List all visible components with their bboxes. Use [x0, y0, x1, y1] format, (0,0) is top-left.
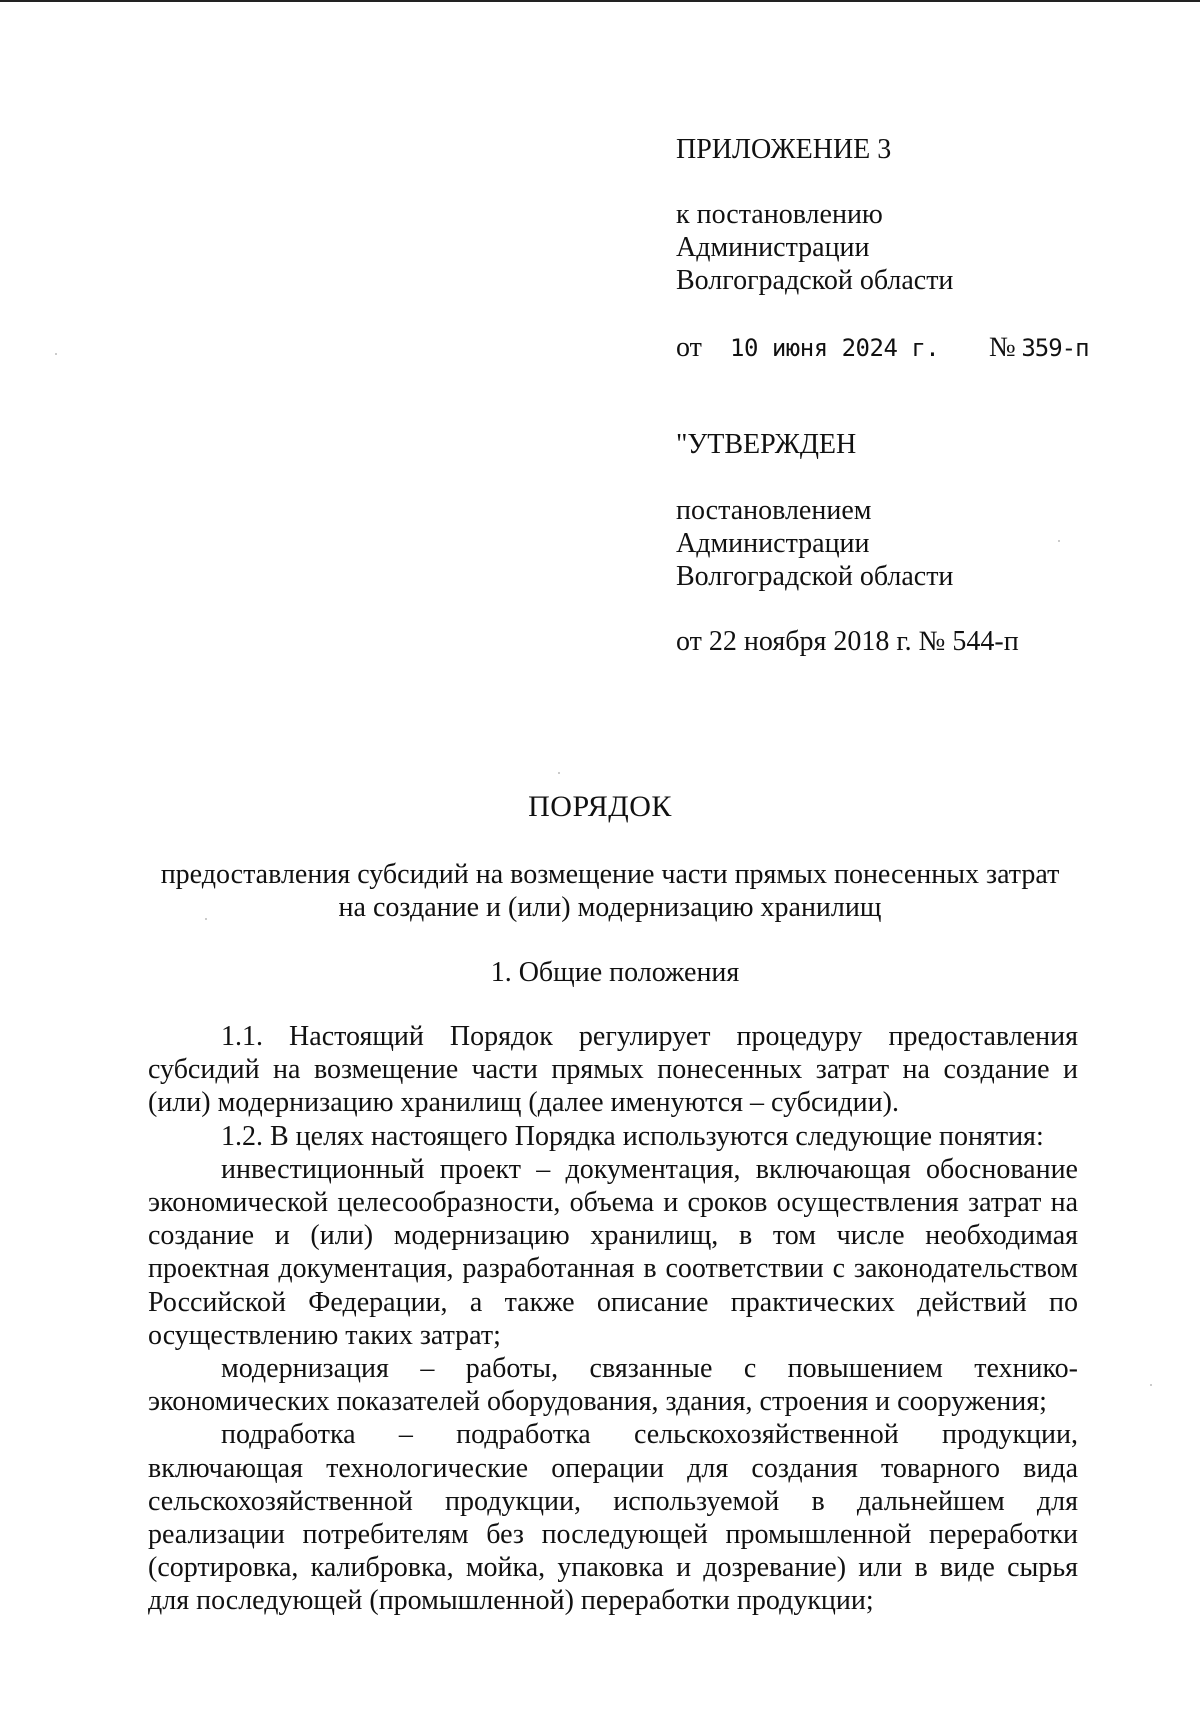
- number-sign: №: [989, 332, 1016, 363]
- section-title: 1. Общие положения: [490, 957, 740, 988]
- subtitle-line: предоставления субсидий на возмещение части прямых понесенных затрат: [160, 859, 1060, 890]
- scan-top-edge: [0, 0, 1200, 2]
- paragraph: инвестиционный проект – документация, включающая обоснование экономической целесообразности, объема и сроков осуществления затрат на создание и (или) модернизацию хранилищ, в том числе необходимая проектная документация, разработанная в соответствии с законодательством Российской Федерации, а также описание практических действий по осуществлению таких затрат;: [148, 1153, 1078, 1351]
- to-decree-line: к постановлению: [676, 199, 883, 230]
- scan-speck: [205, 918, 207, 920]
- paragraph: 1.2. В целях настоящего Порядка используются следующие понятия:: [221, 1120, 1044, 1152]
- approved-by-line: постановлением: [676, 495, 872, 526]
- decree-date-number: [676, 332, 1096, 368]
- paragraph: 1.1. Настоящий Порядок регулирует процедуру предоставления субсидий на возмещение части прямых понесенных затрат на создание и (или) модернизацию хранилищ (далее именуются – субсидии).: [148, 1021, 1078, 1119]
- document-body: [148, 1020, 1078, 1618]
- to-decree-block: [676, 198, 953, 297]
- to-decree-line: Администрации: [676, 232, 870, 263]
- decree-ot-label: от: [676, 332, 702, 363]
- paragraph: модернизация – работы, связанные с повышением технико-экономических показателей оборудования, здания, строения и сооружения;: [148, 1353, 1078, 1418]
- original-decree-reference: от 22 ноября 2018 г. № 544-п: [676, 626, 1019, 657]
- decree-date: 10 июня 2024 г.: [730, 334, 940, 362]
- paragraph: подработка – подработка сельскохозяйственной продукции, включающая технологические операции для создания товарного вида сельскохозяйственной продукции, используемой в дальнейшем для реализации потребителям без последующей промышленной переработки (сортировка, калибровка, мойка, упаковка и дозревание) или в виде сырья для последующей (промышленной) переработки продукции;: [148, 1419, 1078, 1617]
- scan-speck: [1058, 540, 1060, 542]
- decree-number-value: 359-п: [1021, 334, 1089, 362]
- to-decree-line: Волгоградской области: [676, 265, 954, 296]
- approved-title: "УТВЕРЖДЕН: [676, 429, 857, 460]
- scan-speck: [55, 353, 57, 355]
- appendix-title: ПРИЛОЖЕНИЕ 3: [676, 134, 892, 165]
- approved-by-line: Волгоградской области: [676, 561, 954, 592]
- decree-number: [989, 332, 1089, 364]
- approved-by-block: [676, 494, 953, 593]
- scan-speck: [558, 772, 560, 774]
- subtitle-line: на создание и (или) модернизацию хранилищ: [338, 892, 882, 923]
- document-subtitle: [140, 858, 1080, 924]
- approved-by-line: Администрации: [676, 528, 870, 559]
- document-title: ПОРЯДОК: [528, 790, 672, 823]
- scan-speck: [1150, 1384, 1152, 1386]
